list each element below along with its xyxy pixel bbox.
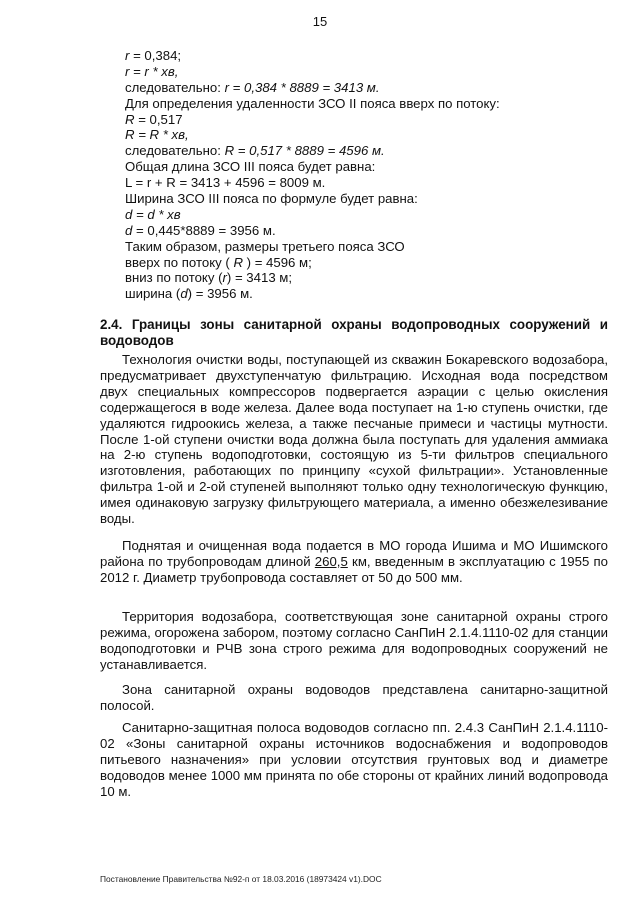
pipeline-length: 260,5 <box>314 553 348 569</box>
paragraph-protection-strip: Санитарно-защитная полоса водоводов согласно пп. 2.4.3 СанПиН 2.1.4.1110-02 «Зоны санитарной охраны источников водоснабжения и водопроводов питьевого назначения» при условии отсутствия грунтовых вод и диаметре водоводов менее 1000 мм принята по обе стороны от крайних линий водопровода 10 м. <box>100 720 608 799</box>
section-heading: 2.4. Границы зоны санитарной охраны водопроводных сооружений и водоводов <box>100 317 608 348</box>
calc-line: следовательно: r = 0,384 * 8889 = 3413 м. <box>125 79 380 95</box>
calculation-block <box>125 48 500 302</box>
calc-line: Таким образом, размеры третьего пояса ЗСО <box>125 238 405 254</box>
calc-line: вниз по потоку (r) = 3413 м; <box>125 270 293 286</box>
calc-line: R = R * хв, <box>125 127 189 143</box>
calc-line: Ширина ЗСО III пояса по формуле будет равна: <box>125 191 418 207</box>
document-footer: Постановление Правительства №92-п от 18.03.2016 (18973424 v1).DOC <box>100 874 382 884</box>
paragraph-pipeline: Поднятая и очищенная вода подается в МО города Ишима и МО Ишимского района по трубопроводам длиной 260,5 км, введенным в эксплуатацию с 1955 по 2012 г. Диаметр трубопровода составляет от 50 до 500 мм. <box>100 538 608 585</box>
calc-line: Общая длина ЗСО III пояса будет равна: <box>125 159 376 175</box>
paragraph-territory: Территория водозабора, соответствующая зоне санитарной охраны строго режима, огорожена забором, поэтому согласно СанПиН 2.1.4.1110-02 для станции водоподготовки и РЧВ зона строго режима для водопроводных сооружений не устанавливается. <box>100 609 608 672</box>
paragraph-filtration: Технология очистки воды, поступающей из скважин Бокаревского водозабора, предусматривает двухступенчатую фильтрацию. Исходная вода посредством двух специальных компрессоров подвергается аэрации с целью окисления содержащегося в воде железа. Далее вода поступает на 1-ю ступень очистки, где удаляются гидроокись железа, а также песчаные примеси и частицы мутности. После 1-ой ступени очистки вода должна была поступать для удаления аммиака на 2-ю ступень водоподготовки, состоящую из 5-ти фильтров специального изготовления, работающих по принципу «сухой фильтрации». Установленные фильтра 1-ой и 2-ой ступеней выполняют только одну технологическую функцию, имея одинаковую загрузку фильтрующего материала, а именно обезжелезивание воды. <box>100 352 608 527</box>
calc-line: вверх по потоку ( R ) = 4596 м; <box>125 254 312 270</box>
calc-line: Для определения удаленности ЗСО II пояса вверх по потоку: <box>125 95 500 111</box>
calc-line: r = r * хв, <box>125 63 179 79</box>
paragraph-zone: Зона санитарной охраны водоводов представлена санитарно-защитной полосой. <box>100 682 608 713</box>
page-number: 15 <box>312 14 328 29</box>
calc-line: d = 0,445*8889 = 3956 м. <box>125 222 276 238</box>
calc-line: L = r + R = 3413 + 4596 = 8009 м. <box>125 175 326 191</box>
calc-line: следовательно: R = 0,517 * 8889 = 4596 м. <box>125 143 385 159</box>
calc-line: ширина (d) = 3956 м. <box>125 286 253 302</box>
calc-line: r = 0,384; <box>125 48 182 63</box>
calc-line: d = d * хв <box>125 206 181 222</box>
calc-line: R = 0,517 <box>125 111 183 127</box>
